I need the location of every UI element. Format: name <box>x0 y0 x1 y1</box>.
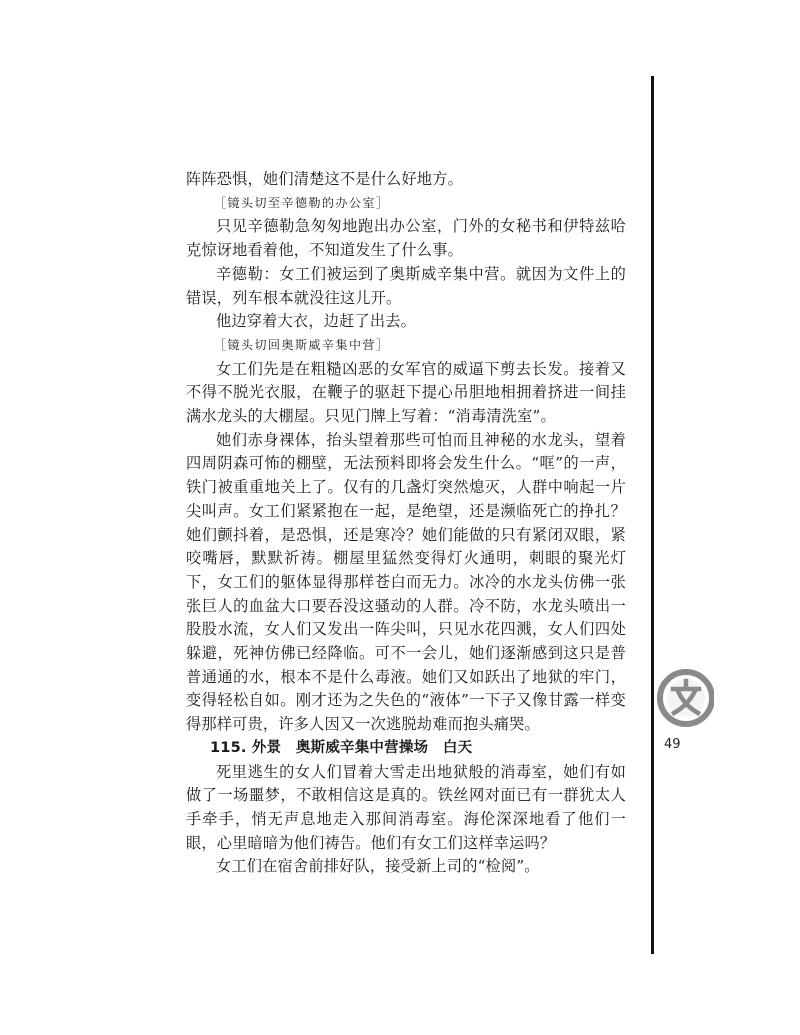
paragraph: 死里逃生的女人们冒着大雪走出地狱般的消毒室，她们有如做了一场噩梦，不敢相信这是真的。铁丝网对面已有一群犹太人手牵手，悄无声息地走入那间消毒室。海伦深深地看了他们一眼，心里暗暗为他们祷告。他们有女工们这样幸运吗？ <box>186 762 626 852</box>
paragraph: 阵阵恐惧，她们清楚这不是什么好地方。 <box>186 170 463 188</box>
paragraph: 女工们先是在粗糙凶恶的女军官的威逼下剪去长发。接着又不得不脱光衣服，在鞭子的驱赶下提心吊胆地相拥着挤进一间挂满水龙头的大棚屋。只见门牌上写着：“消毒清洗室”。 <box>186 359 626 426</box>
page-number: 49 <box>664 737 681 752</box>
stage-direction: ［镜头切回奥斯威辛集中营］ <box>214 337 390 352</box>
scene-heading: 115. 外景 奥斯威辛集中营操场 白天 <box>210 739 473 756</box>
paragraph: 她们赤身裸体，抬头望着那些可怕而且神秘的水龙头，望着四周阴森可怖的棚壁，无法预料即将会发生什么。“哐”的一声，铁门被重重地关上了。仅有的几盏灯突然熄灭，人群中响起一片尖叫声。女工们紧紧抱在一起，是绝望，还是濒临死亡的挣扎？她们颤抖着，是恐惧，还是寒冷？她们能做的只有紧闭双眼，紧咬嘴唇，默默祈祷。棚屋里猛然变得灯火通明，刺眼的聚光灯下，女工们的躯体显得那样苍白而无力。冰冷的水龙头仿佛一张张巨人的血盆大口要吞没这骚动的人群。冷不防，水龙头喷出一股股水流，女人们又发出一阵尖叫，只见水花四溅，女人们四处躲避，死神仿佛已经降临。可不一会儿，她们逐渐感到这只是普普通通的水，根本不是什么毒液。她们又如跃出了地狱的牢门，变得轻松自如。刚才还为之失色的“液体”一下子又像甘露一样变得那样可贵，许多人因又一次逃脱劫难而抱头痛哭。 <box>186 430 626 734</box>
stage-direction: ［镜头切至辛德勒的办公室］ <box>214 195 390 210</box>
wen-character-seal-icon <box>656 667 714 729</box>
margin-rule <box>651 76 654 954</box>
body-text <box>186 168 626 879</box>
paragraph: 只见辛德勒急匆匆地跑出办公室，门外的女秘书和伊特兹哈克惊讶地看着他，不知道发生了什么事。 <box>186 217 626 260</box>
dialogue-paragraph: 辛德勒：女工们被运到了奥斯威辛集中营。就因为文件上的错误，列车根本就没往这儿开。 <box>186 264 626 307</box>
paragraph: 他边穿着大衣，边赶了出去。 <box>216 312 417 331</box>
paragraph: 女工们在宿舍前排好队，接受新上司的“检阅”。 <box>216 857 540 876</box>
